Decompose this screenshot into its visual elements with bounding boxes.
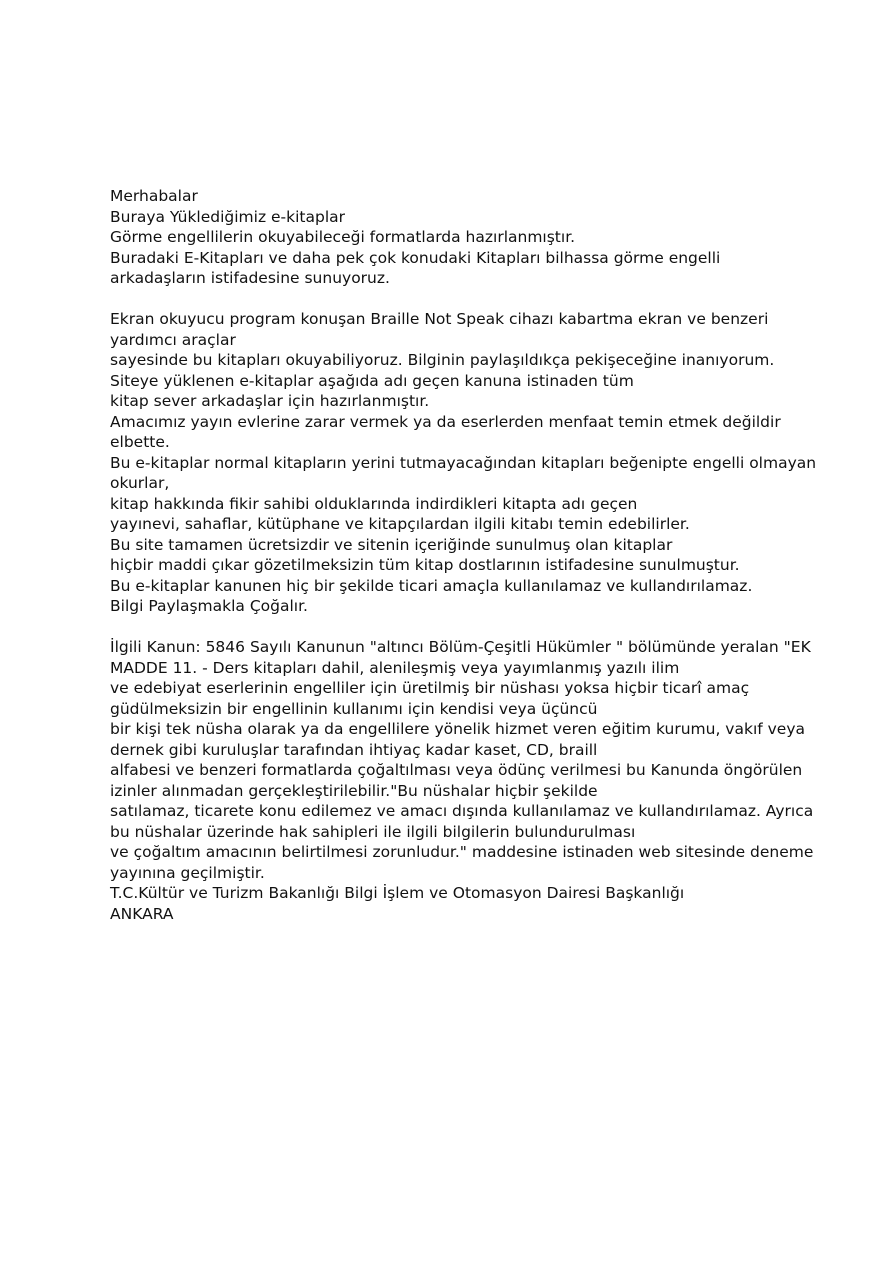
document-body bbox=[110, 186, 817, 924]
text-line: ANKARA bbox=[110, 904, 174, 923]
text-line: Buraya Yüklediğimiz e-kitaplar bbox=[110, 207, 346, 226]
text-line: kitap hakkında fikir sahibi olduklarında indirdikleri kitapta adı geçen bbox=[110, 494, 638, 513]
text-line: Bilgi Paylaşmakla Çoğalır. bbox=[110, 597, 308, 615]
text-line: dernek gibi kuruluşlar tarafından ihtiyaç kadar kaset, CD, braill bbox=[110, 740, 598, 759]
text-line: Bu e-kitaplar kanunen hiç bir şekilde ticari amaçla kullanılamaz ve kullandırılamaz. bbox=[110, 576, 753, 595]
text-line: güdülmeksizin bir engellinin kullanımı için kendisi veya üçüncü bbox=[110, 699, 598, 718]
paragraph-gap bbox=[110, 617, 780, 638]
text-line: izinler alınmadan gerçekleştirilebilir."Bu nüshalar hiçbir şekilde bbox=[110, 781, 598, 800]
text-line: Bu e-kitaplar normal kitapların yerini tutmayacağından kitapları beğenipte engelli olmayan bbox=[110, 453, 817, 472]
text-line: elbette. bbox=[110, 433, 170, 451]
text-line: bir kişi tek nüsha olarak ya da engellilere yönelik hizmet veren eğitim kurumu, vakıf veya bbox=[110, 720, 806, 738]
text-line: Amacımız yayın evlerine zarar vermek ya da eserlerden menfaat temin etmek değildir bbox=[110, 412, 781, 431]
text-line: Merhabalar bbox=[110, 187, 198, 205]
text-line: Görme engellilerin okuyabileceği formatlarda hazırlanmıştır. bbox=[110, 228, 576, 246]
text-line: arkadaşların istifadesine sunuyoruz. bbox=[110, 269, 390, 287]
text-line: Buradaki E-Kitapları ve daha pek çok konudaki Kitapları bilhassa görme engelli bbox=[110, 248, 721, 267]
text-line: Ekran okuyucu program konuşan Braille Not Speak cihazı kabartma ekran ve benzeri bbox=[110, 310, 769, 328]
text-line: Bu site tamamen ücretsizdir ve sitenin içeriğinde sunulmuş olan kitaplar bbox=[110, 535, 673, 554]
text-line: İlgili Kanun: 5846 Sayılı Kanunun "altıncı Bölüm-Çeşitli Hükümler " bölümünde yeralan "EK bbox=[110, 638, 811, 656]
text-line: okurlar, bbox=[110, 474, 170, 492]
text-line: yayınevi, sahaflar, kütüphane ve kitapçılardan ilgili kitabı temin edebilirler. bbox=[110, 515, 690, 533]
text-line: yardımcı araçlar bbox=[110, 330, 236, 349]
text-line: yayınına geçilmiştir. bbox=[110, 863, 265, 882]
text-line: T.C.Kültür ve Turizm Bakanlığı Bilgi İşlem ve Otomasyon Dairesi Başkanlığı bbox=[110, 884, 685, 902]
text-line: kitap sever arkadaşlar için hazırlanmıştır. bbox=[110, 392, 430, 410]
text-line: bu nüshalar üzerinde hak sahipleri ile ilgili bilgilerin bulundurulması bbox=[110, 822, 636, 841]
paragraph-gap bbox=[110, 289, 780, 310]
text-line: sayesinde bu kitapları okuyabiliyoruz. Bilginin paylaşıldıkça pekişeceğine inanıyorum. bbox=[110, 351, 775, 369]
text-line: satılamaz, ticarete konu edilemez ve amacı dışında kullanılamaz ve kullandırılamaz. Ayrıca bbox=[110, 802, 814, 820]
text-line: ve çoğaltım amacının belirtilmesi zorunludur." maddesine istinaden web sitesinde deneme bbox=[110, 843, 814, 861]
text-line: MADDE 11. - Ders kitapları dahil, alenileşmiş veya yayımlanmış yazılı ilim bbox=[110, 658, 680, 677]
text-line: alfabesi ve benzeri formatlarda çoğaltılması veya ödünç verilmesi bu Kanunda öngörülen bbox=[110, 761, 803, 779]
text-line: ve edebiyat eserlerinin engelliler için üretilmiş bir nüshası yoksa hiçbir ticarî amaç bbox=[110, 679, 750, 697]
text-line: hiçbir maddi çıkar gözetilmeksizin tüm kitap dostlarının istifadesine sunulmuştur. bbox=[110, 556, 740, 574]
text-line: Siteye yüklenen e-kitaplar aşağıda adı geçen kanuna istinaden tüm bbox=[110, 371, 634, 390]
